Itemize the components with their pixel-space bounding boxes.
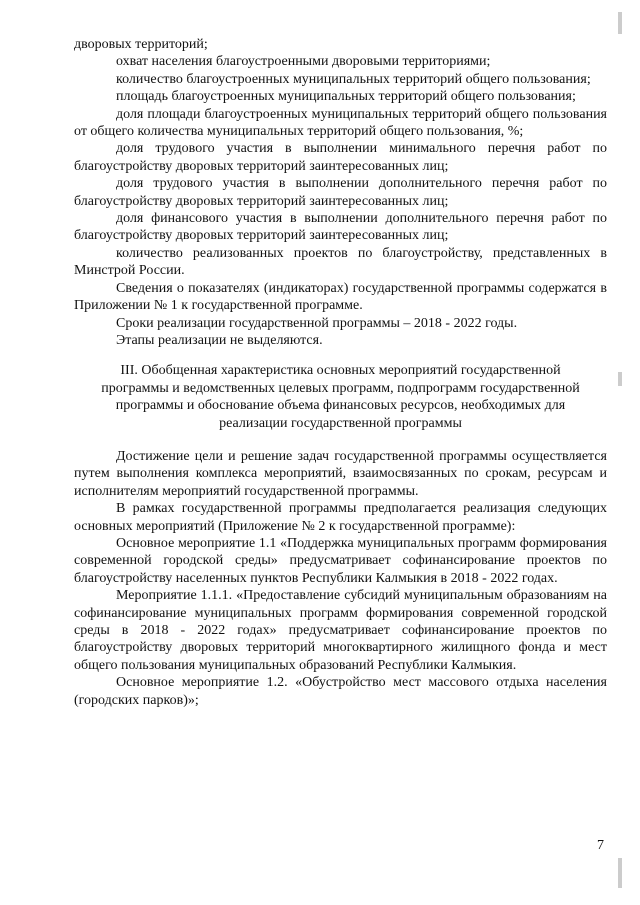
paragraph-group-bottom	[74, 448, 607, 709]
paragraph: Сроки реализации государственной программы – 2018 - 2022 годы.	[116, 315, 518, 331]
heading-line: программы и ведомственных целевых программ, подпрограмм государственной	[101, 380, 580, 396]
paragraph: Основное мероприятие 1.1 «Поддержка муниципальных программ формирования современной городской среды» предусматривает софинансирование проектов по благоустройству населенных пунктов Республики Калмыкия в 2018 - 2022 годах.	[74, 535, 607, 586]
section-heading	[74, 362, 607, 432]
paragraph-group-top	[74, 36, 607, 349]
heading-line: реализации государственной программы	[219, 415, 462, 431]
paragraph: Мероприятие 1.1.1. «Предоставление субсидий муниципальным образованиям на софинансирование муниципальных программ формирования современной городской среды в 2018 - 2022 годах» предусматривает софинансирование проектов по благоустройству дворовых территорий многоквартирного жилищного фонда и мест общего пользования муниципальных образований Республики Калмыкия.	[74, 588, 607, 673]
paragraph: Сведения о показателях (индикаторах) государственной программы содержатся в Приложении № 1 к государственной программе.	[74, 280, 607, 314]
paragraph: охват населения благоустроенными дворовыми территориями;	[116, 54, 491, 70]
heading-line: III. Обобщенная характеристика основных мероприятий государственной	[120, 363, 561, 379]
heading-line: программы и обоснование объема финансовых ресурсов, необходимых для	[115, 398, 566, 414]
body-text	[74, 36, 607, 709]
paragraph: площадь благоустроенных муниципальных территорий общего пользования;	[116, 89, 576, 105]
paragraph: Этапы реализации не выделяются.	[116, 332, 323, 348]
paragraph: доля трудового участия в выполнении минимального перечня работ по благоустройству дворовых территорий заинтересованных лиц;	[74, 141, 607, 174]
paragraph: дворовых территорий;	[74, 37, 208, 52]
scan-edge-mark	[618, 372, 622, 386]
page-number: 7	[597, 838, 604, 853]
scan-edge-mark	[618, 12, 622, 34]
paragraph: доля трудового участия в выполнении дополнительного перечня работ по благоустройству дворовых территорий заинтересованных лиц;	[74, 176, 607, 209]
paragraph: количество благоустроенных муниципальных территорий общего пользования;	[116, 71, 591, 87]
paragraph: Основное мероприятие 1.2. «Обустройство мест массового отдыха населения (городских парков)»;	[74, 675, 607, 708]
paragraph: доля финансового участия в выполнении дополнительного перечня работ по благоустройству дворовых территорий заинтересованных лиц;	[74, 211, 607, 244]
paragraph: В рамках государственной программы предполагается реализация следующих основных мероприятий (Приложение № 2 к государственной программе):	[74, 501, 607, 534]
paragraph: доля площади благоустроенных муниципальных территорий общего пользования от общего количества муниципальных территорий общего пользования, %;	[74, 106, 607, 140]
paragraph: количество реализованных проектов по благоустройству, представленных в Минстрой России.	[74, 245, 607, 279]
scan-edge-mark	[618, 858, 622, 888]
paragraph: Достижение цели и решение задач государственной программы осуществляется путем выполнения комплекса мероприятий, взаимосвязанных по срокам, ресурсам и исполнителям мероприятий государственной программы.	[74, 448, 607, 499]
